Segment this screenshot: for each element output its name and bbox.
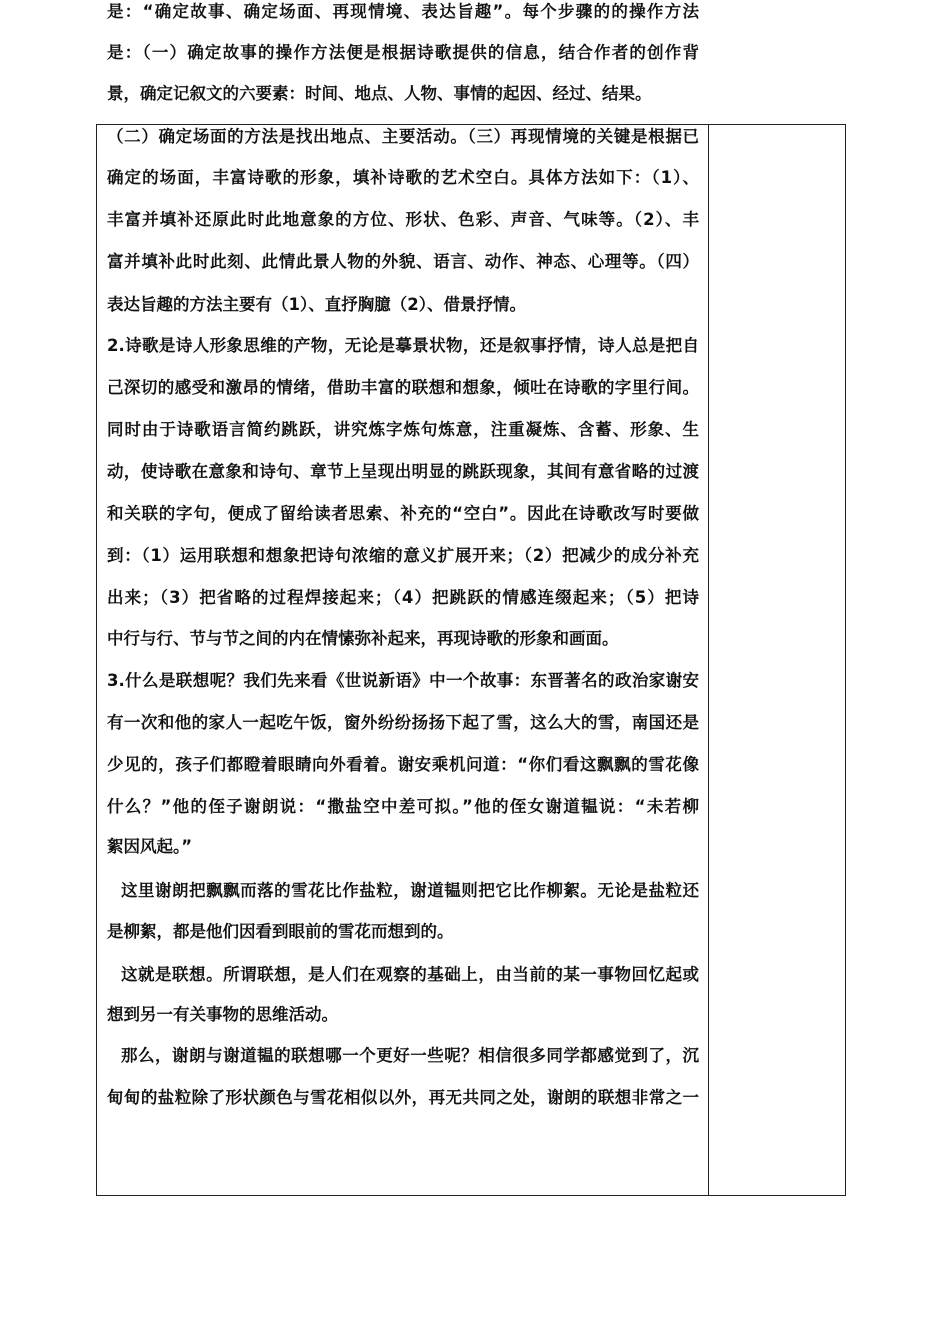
text-line: 想到另一有关事物的思维活动。 xyxy=(107,1005,338,1024)
notes-cell xyxy=(709,125,845,1195)
text-line: 是：“确定故事、确定场面、再现情境、表达旨趣”。每个步骤的的操作方法 xyxy=(107,2,699,21)
text-line: 动，使诗歌在意象和诗句、章节上呈现出明显的跳跃现象，其间有意省略的过渡 xyxy=(107,462,699,481)
text-line: 少见的，孩子们都瞪着眼睛向外看着。谢安乘机问道：“你们看这飘飘的雪花像 xyxy=(107,755,699,774)
text-line: 中行与行、节与节之间的内在情愫弥补起来，再现诗歌的形象和画面。 xyxy=(107,629,619,648)
text-line: 同时由于诗歌语言简约跳跃，讲究炼字炼句炼意，注重凝炼、含蓄、形象、生 xyxy=(107,420,699,439)
text-line: 有一次和他的家人一起吃午饭，窗外纷纷扬扬下起了雪，这么大的雪，南国还是 xyxy=(107,713,699,732)
text-line: 那么，谢朗与谢道韫的联想哪一个更好一些呢？相信很多同学都感觉到了，沉 xyxy=(121,1046,699,1065)
text-line: 是柳絮，都是他们因看到眼前的雪花而想到的。 xyxy=(107,922,454,941)
document-table xyxy=(96,2,846,1196)
text-line: 确定的场面，丰富诗歌的形象，填补诗歌的艺术空白。具体方法如下：（1）、 xyxy=(107,168,699,187)
text-line: 表达旨趣的方法主要有（1）、直抒胸臆（2）、借景抒情。 xyxy=(107,295,526,314)
text-line: 和关联的字句，便成了留给读者思索、补充的“空白”。因此在诗歌改写时要做 xyxy=(107,504,699,523)
text-line: 2.诗歌是诗人形象思维的产物，无论是摹景状物，还是叙事抒情，诗人总是把自 xyxy=(107,336,699,355)
text-line: 己深切的感受和激昂的情绪，借助丰富的联想和想象，倾吐在诗歌的字里行间。 xyxy=(107,378,699,397)
text-line: （二）确定场面的方法是找出地点、主要活动。（三）再现情境的关键是根据已 xyxy=(107,127,699,146)
text-line: 3.什么是联想呢？我们先来看《世说新语》中一个故事：东晋著名的政治家谢安 xyxy=(107,671,699,690)
text-line: 絮因风起。” xyxy=(107,837,193,856)
text-line: 景，确定记叙文的六要素：时间、地点、人物、事情的起因、经过、结果。 xyxy=(107,84,652,103)
text-line: 出来；（3）把省略的过程焊接起来；（4）把跳跃的情感连缀起来；（5）把诗 xyxy=(107,588,699,607)
text-line: 这就是联想。所谓联想，是人们在观察的基础上，由当前的某一事物回忆起或 xyxy=(121,965,699,984)
text-line: 这里谢朗把飘飘而落的雪花比作盐粒，谢道韫则把它比作柳絮。无论是盐粒还 xyxy=(121,881,699,900)
text-line: 甸甸的盐粒除了形状颜色与雪花相似以外，再无共同之处，谢朗的联想非常之一 xyxy=(107,1088,699,1107)
text-line: 到：（1）运用联想和想象把诗句浓缩的意义扩展开来；（2）把减少的成分补充 xyxy=(107,546,699,565)
text-line: 什么？”他的侄子谢朗说：“撒盐空中差可拟。”他的侄女谢道韫说：“未若柳 xyxy=(107,797,699,816)
text-line: 丰富并填补还原此时此地意象的方位、形状、色彩、声音、气味等。（2）、丰 xyxy=(107,210,699,229)
text-line: 富并填补此时此刻、此情此景人物的外貌、语言、动作、神态、心理等。（四） xyxy=(107,252,699,271)
text-line: 是：（一）确定故事的操作方法便是根据诗歌提供的信息，结合作者的创作背 xyxy=(107,43,699,62)
